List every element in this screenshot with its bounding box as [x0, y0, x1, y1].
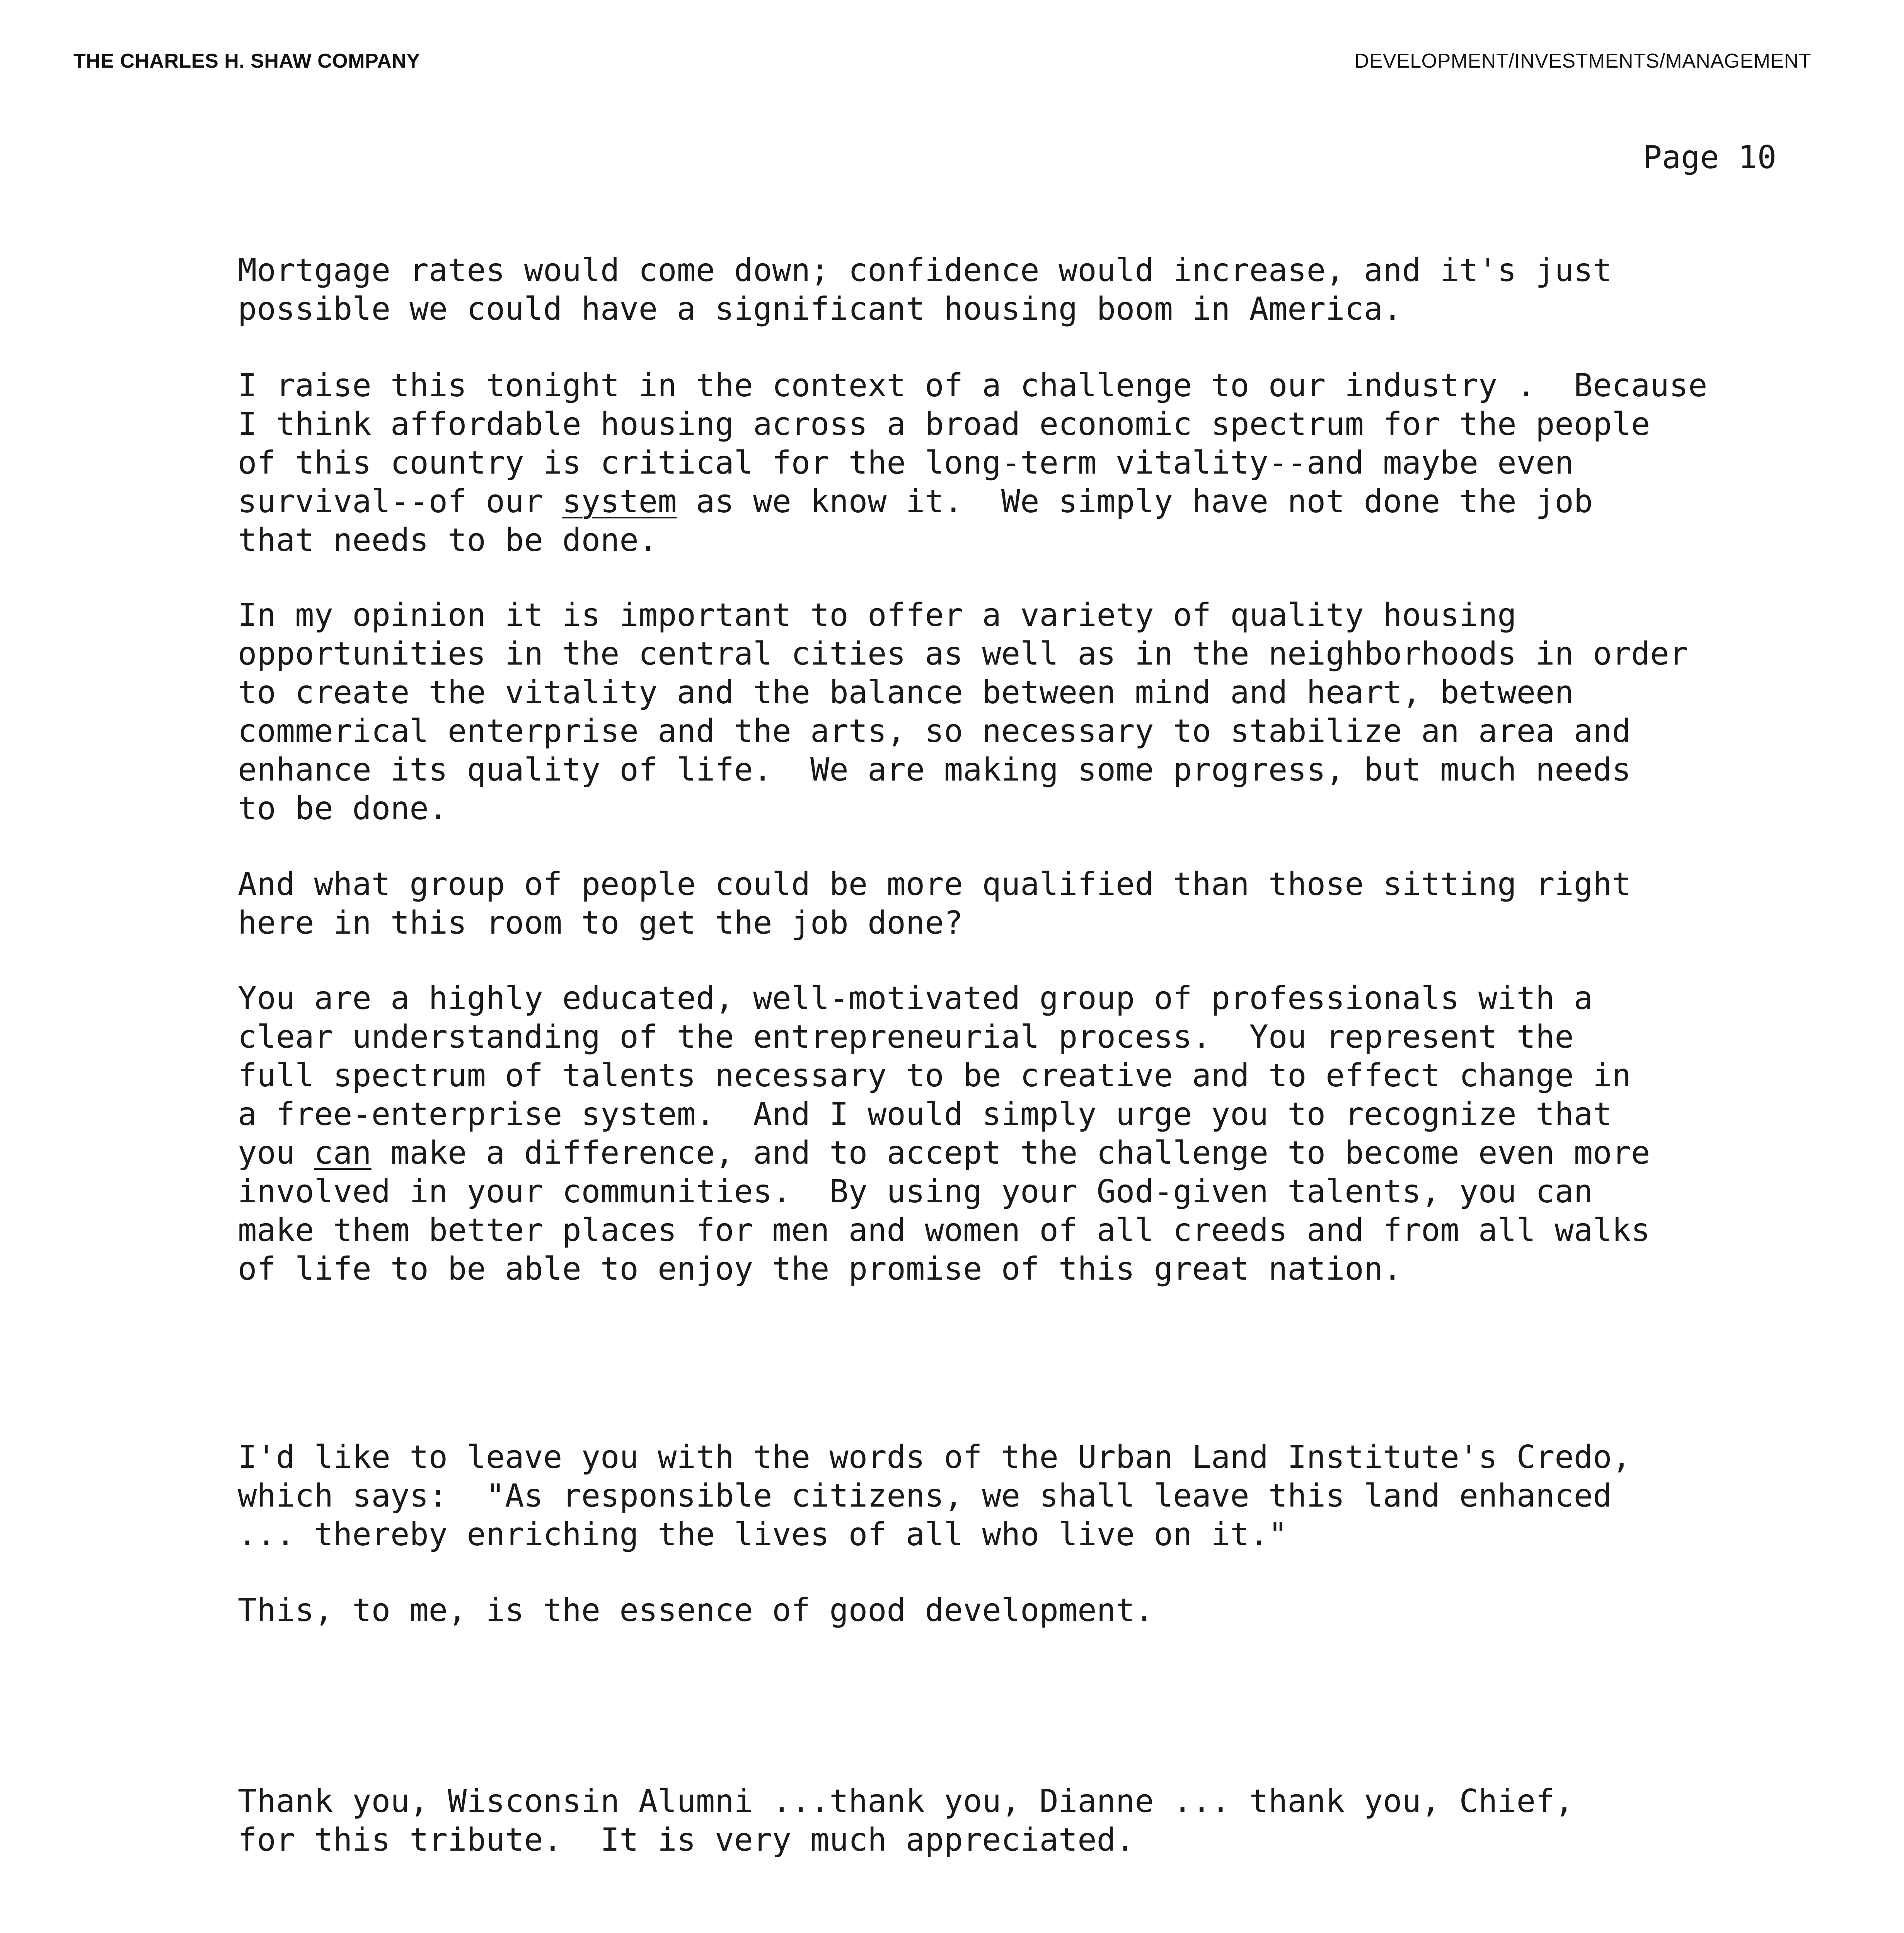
text-line: here in this room to get the job done?: [238, 905, 963, 941]
text-line: [238, 482, 1800, 521]
text-segment: make a difference, and to accept the challenge to become even more: [371, 1135, 1650, 1171]
company-tagline: DEVELOPMENT/INVESTMENTS/MANAGEMENT: [1354, 50, 1811, 72]
text-line: possible we could have a significant housing boom in America.: [238, 291, 1402, 327]
text-segment: you: [238, 1135, 314, 1171]
text-line: full spectrum of talents necessary to be creative and to effect change in: [238, 1057, 1631, 1094]
paragraph-4: [238, 865, 1800, 943]
underlined-word: can: [314, 1135, 372, 1171]
text-line: a free-enterprise system. And I would simply urge you to recognize that: [238, 1096, 1612, 1133]
text-line: of life to be able to enjoy the promise of this great nation.: [238, 1251, 1402, 1287]
text-segment: survival--of our: [238, 483, 563, 520]
paragraph-1: [238, 251, 1800, 329]
text-line: to be done.: [238, 790, 448, 827]
text-line: You are a highly educated, well-motivated group of professionals with a: [238, 980, 1593, 1017]
paragraph-6: [238, 1438, 1800, 1554]
text-line: This, to me, is the essence of good development.: [238, 1592, 1154, 1629]
text-segment: as we know it. We simply have not done the job: [677, 483, 1593, 520]
text-line: Mortgage rates would come down; confidence would increase, and it's just: [238, 252, 1612, 289]
paragraph-2: [238, 366, 1800, 560]
text-line: And what group of people could be more qualified than those sitting right: [238, 866, 1631, 903]
text-line: involved in your communities. By using your God-given talents, you can: [238, 1173, 1593, 1210]
page-number: Page 10: [1643, 139, 1776, 176]
text-line: opportunities in the central cities as well as in the neighborhoods in order: [238, 636, 1688, 672]
text-line: ... thereby enriching the lives of all who live on it.": [238, 1516, 1288, 1553]
text-line: of this country is critical for the long-term vitality--and maybe even: [238, 445, 1574, 481]
paragraph-5: [238, 979, 1800, 1289]
text-line: I think affordable housing across a broad economic spectrum for the people: [238, 406, 1650, 443]
text-line: make them better places for men and women of all creeds and from all walks: [238, 1212, 1650, 1249]
text-line: I raise this tonight in the context of a challenge to our industry . Because: [238, 367, 1708, 404]
text-line: [238, 1134, 1800, 1173]
text-line: commerical enterprise and the arts, so necessary to stabilize an area and: [238, 713, 1631, 750]
text-line: to create the vitality and the balance between mind and heart, between: [238, 674, 1574, 711]
paragraph-7: [238, 1591, 1800, 1630]
text-line: which says: "As responsible citizens, we shall leave this land enhanced: [238, 1478, 1612, 1514]
company-name: THE CHARLES H. SHAW COMPANY: [73, 50, 420, 72]
text-line: I'd like to leave you with the words of the Urban Land Institute's Credo,: [238, 1439, 1631, 1476]
text-line: clear understanding of the entrepreneurial process. You represent the: [238, 1019, 1574, 1055]
text-line: that needs to be done.: [238, 522, 658, 559]
text-line: for this tribute. It is very much appreciated.: [238, 1822, 1135, 1858]
paragraph-8: [238, 1782, 1800, 1860]
underlined-word: system: [562, 483, 677, 520]
text-line: Thank you, Wisconsin Alumni ...thank you, Dianne ... thank you, Chief,: [238, 1783, 1574, 1820]
paragraph-3: [238, 596, 1800, 828]
text-line: In my opinion it is important to offer a variety of quality housing: [238, 597, 1517, 634]
text-line: enhance its quality of life. We are making some progress, but much needs: [238, 752, 1631, 788]
